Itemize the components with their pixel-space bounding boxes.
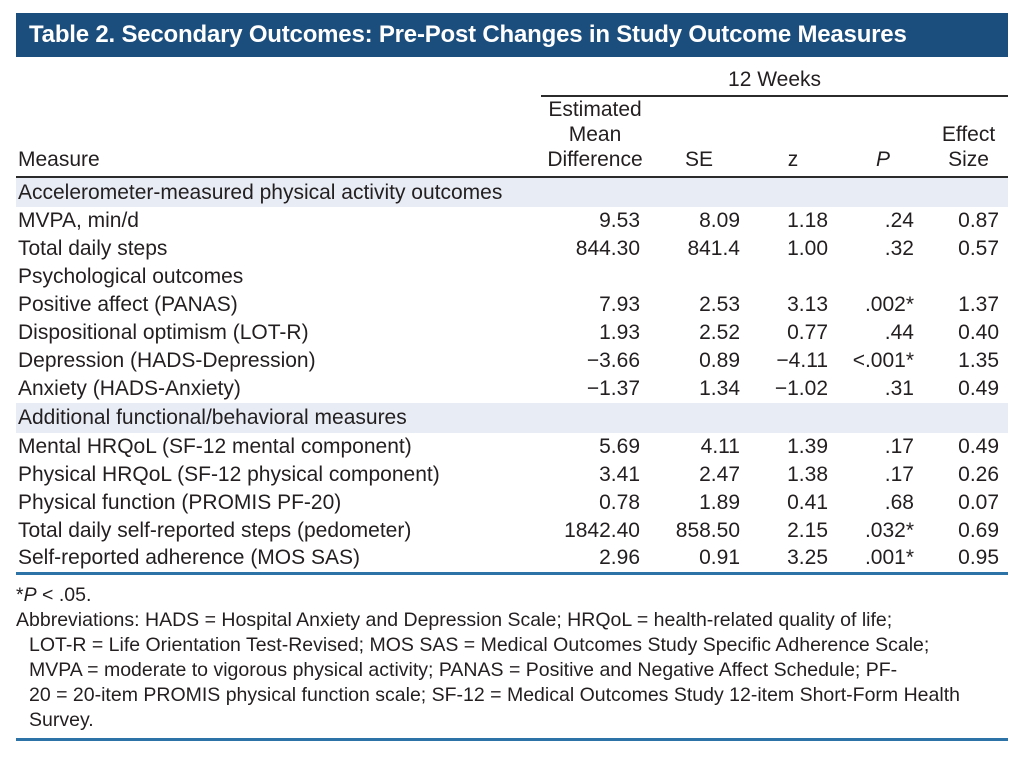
footnotes <box>16 583 1008 733</box>
table-title-bar <box>16 13 1008 57</box>
effect-size-value: 0.40 <box>958 321 1000 344</box>
p-value: .24 <box>884 209 914 232</box>
z-value: 3.25 <box>749 545 837 573</box>
abbreviations-line: Abbreviations: HADS = Hospital Anxiety and Depression Scale; HRQoL = health-related quality of life; <box>16 608 893 631</box>
effect-size-value: 0.49 <box>958 377 1000 400</box>
col-header-effect-size: Effect Size <box>929 96 1008 177</box>
significance-threshold: < .05. <box>36 583 92 606</box>
section-row-additional-measures <box>16 403 1008 433</box>
z-value: 1.00 <box>787 237 828 260</box>
measure-label: Dispositional optimism (LOT-R) <box>18 321 309 344</box>
abbreviations-line: Survey. <box>29 708 94 731</box>
emd-value: 9.53 <box>599 209 640 232</box>
effect-size-value: 1.37 <box>958 293 1000 316</box>
se-value: 2.47 <box>699 463 740 486</box>
effect-size-value: 0.26 <box>958 463 1000 486</box>
subsection-label: Psychological outcomes <box>18 265 244 288</box>
bottom-rule <box>16 738 1008 741</box>
col-header-estimated-mean-difference: Estimated Mean Difference <box>541 96 649 177</box>
p-symbol: P <box>23 583 37 606</box>
emd-value: 2.96 <box>541 545 649 573</box>
spanner-header-row <box>16 66 1008 96</box>
z-value: 3.13 <box>787 293 828 316</box>
se-value: 1.34 <box>699 377 740 400</box>
p-value: .32 <box>884 237 914 260</box>
z-value: 2.15 <box>787 519 828 542</box>
se-value: 0.89 <box>699 349 740 372</box>
section-row-accelerometer <box>16 177 1008 207</box>
emd-value: 0.78 <box>599 491 640 514</box>
column-header-row <box>16 96 1008 177</box>
outcomes-table <box>16 66 1008 575</box>
section-label: Additional functional/behavioral measures <box>16 403 1008 433</box>
table-row <box>16 545 1008 573</box>
emd-value: 7.93 <box>599 293 640 316</box>
table-row <box>16 207 1008 235</box>
measure-label: Mental HRQoL (SF-12 mental component) <box>18 435 412 458</box>
emd-value: 1.93 <box>599 321 640 344</box>
col-header-z: z <box>749 96 837 177</box>
p-value: .68 <box>884 491 914 514</box>
se-value: 8.09 <box>699 209 740 232</box>
asterisk-marker: * <box>16 583 24 606</box>
z-value: −4.11 <box>776 349 828 372</box>
effect-size-value: 0.87 <box>958 209 1000 232</box>
se-value: 0.91 <box>649 545 749 573</box>
p-value: .44 <box>884 321 914 344</box>
measure-label: Physical function (PROMIS PF-20) <box>18 491 342 514</box>
table-row <box>16 375 1008 403</box>
se-value: 4.11 <box>700 435 740 458</box>
effect-size-value: 1.35 <box>958 349 1000 372</box>
spanner-spacer <box>16 66 541 96</box>
col-header-se: SE <box>649 96 749 177</box>
table-row <box>16 517 1008 545</box>
measure-label: Physical HRQoL (SF-12 physical component) <box>18 463 440 486</box>
measure-label: Positive affect (PANAS) <box>18 293 238 316</box>
table-row <box>16 433 1008 461</box>
measure-label: Depression (HADS-Depression) <box>18 349 316 372</box>
z-value: 0.77 <box>787 321 828 344</box>
measure-label: Total daily self-reported steps (pedometer) <box>18 519 412 542</box>
table-row <box>16 235 1008 263</box>
measure-label: Total daily steps <box>18 237 168 260</box>
se-value: 2.53 <box>699 293 740 316</box>
abbreviations-line: MVPA = moderate to vigorous physical activity; PANAS = Positive and Negative Affect Schedule; PF- <box>29 658 898 681</box>
z-value: −1.02 <box>774 377 828 400</box>
emd-value: 3.41 <box>599 463 640 486</box>
measure-label: Anxiety (HADS-Anxiety) <box>18 377 241 400</box>
se-value: 1.89 <box>699 491 740 514</box>
z-value: 1.39 <box>787 435 828 458</box>
effect-size-value: 0.49 <box>958 435 1000 458</box>
col-header-p: P <box>837 96 929 177</box>
emd-value: 1842.40 <box>564 519 640 542</box>
table-row <box>16 489 1008 517</box>
z-value: 1.38 <box>787 463 828 486</box>
col-header-measure: Measure <box>16 96 541 177</box>
emd-value: 844.30 <box>575 237 640 260</box>
table-row <box>16 347 1008 375</box>
emd-value: 5.69 <box>599 435 640 458</box>
table-row <box>16 461 1008 489</box>
measure-label: MVPA, min/d <box>18 209 139 232</box>
p-value: <.001* <box>852 349 914 372</box>
z-value: 0.41 <box>787 491 828 514</box>
effect-size-value: 0.07 <box>958 491 1000 514</box>
abbreviations-line: LOT-R = Life Orientation Test-Revised; MOS SAS = Medical Outcomes Study Specific Adherence Scale; <box>29 633 930 656</box>
subsection-row-psychological <box>16 263 1008 291</box>
p-value: .032* <box>864 519 914 542</box>
table-row <box>16 319 1008 347</box>
effect-size-value: 0.57 <box>958 237 1000 260</box>
se-value: 2.52 <box>699 321 740 344</box>
se-value: 858.50 <box>675 519 740 542</box>
effect-size-value: 0.95 <box>929 545 1008 573</box>
p-value: .31 <box>884 377 914 400</box>
p-value: .17 <box>884 463 914 486</box>
p-value: .17 <box>884 435 914 458</box>
emd-value: −1.37 <box>586 377 640 400</box>
section-label: Accelerometer-measured physical activity outcomes <box>16 177 1008 207</box>
z-value: 1.18 <box>787 209 828 232</box>
spanner-header-12-weeks: 12 Weeks <box>541 66 1008 96</box>
effect-size-value: 0.69 <box>958 519 1000 542</box>
se-value: 841.4 <box>687 237 740 260</box>
abbreviations-line: 20 = 20-item PROMIS physical function scale; SF-12 = Medical Outcomes Study 12-item Short-Form Health <box>29 683 960 706</box>
significance-note <box>16 583 1008 608</box>
table-row <box>16 291 1008 319</box>
table-title: Table 2. Secondary Outcomes: Pre-Post Changes in Study Outcome Measures <box>29 21 907 48</box>
p-value: .001* <box>837 545 929 573</box>
p-value: .002* <box>864 293 914 316</box>
emd-value: −3.66 <box>586 349 640 372</box>
measure-label: Self-reported adherence (MOS SAS) <box>16 545 541 573</box>
